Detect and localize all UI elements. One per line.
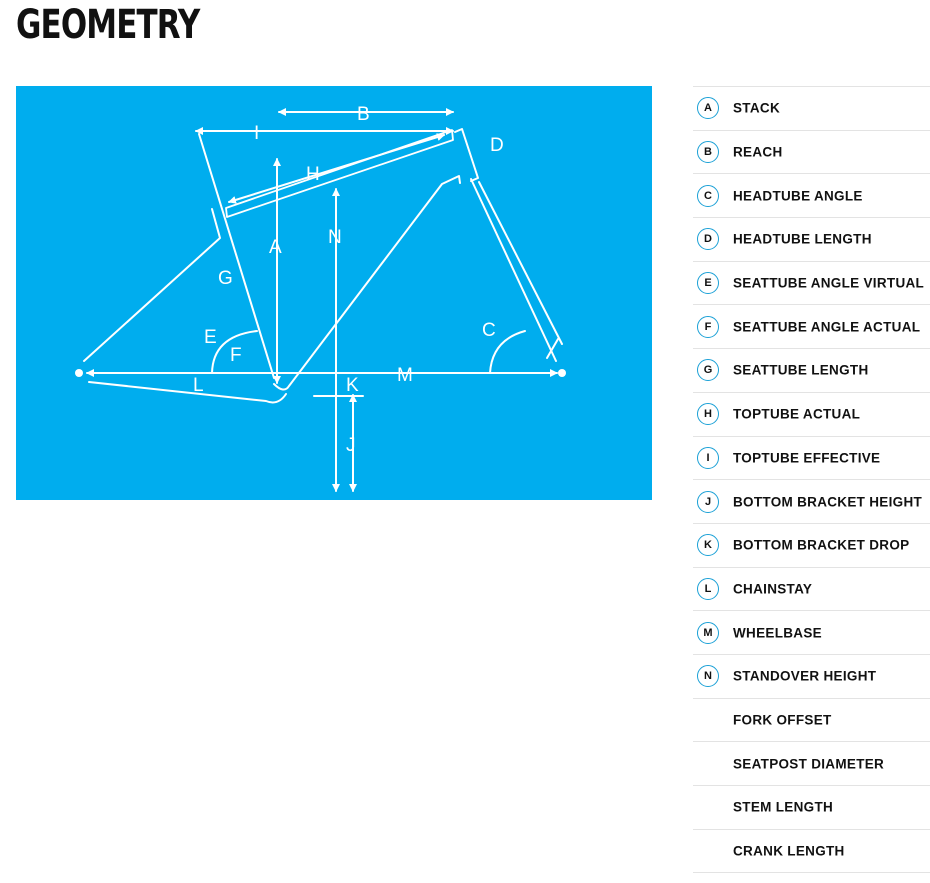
label-a: A bbox=[269, 237, 282, 258]
legend-item bbox=[693, 174, 930, 218]
legend-label: FORK OFFSET bbox=[733, 712, 832, 728]
legend-label: TOPTUBE EFFECTIVE bbox=[733, 450, 881, 466]
label-i: I bbox=[254, 123, 260, 144]
label-m: M bbox=[397, 365, 413, 386]
legend-badge: D bbox=[697, 228, 719, 250]
legend-badge: N bbox=[697, 665, 719, 687]
label-j: J bbox=[346, 435, 356, 456]
legend-label: STACK bbox=[733, 100, 780, 116]
legend-item bbox=[693, 349, 930, 393]
rear-axle-point bbox=[75, 369, 83, 377]
legend-badge: J bbox=[697, 491, 719, 513]
legend-badge: B bbox=[697, 141, 719, 163]
geometry-legend bbox=[693, 86, 930, 873]
legend-badge: K bbox=[697, 534, 719, 556]
legend-label: REACH bbox=[733, 144, 783, 160]
legend-item bbox=[693, 393, 930, 437]
legend-label: CRANK LENGTH bbox=[733, 843, 845, 859]
legend-label: SEATPOST DIAMETER bbox=[733, 756, 885, 772]
legend-item bbox=[693, 437, 930, 481]
legend-item bbox=[693, 830, 930, 874]
legend-badge: L bbox=[697, 578, 719, 600]
page-title: GEOMETRY bbox=[16, 2, 200, 48]
label-f: F bbox=[230, 345, 242, 366]
legend-item bbox=[693, 742, 930, 786]
legend-label: HEADTUBE ANGLE bbox=[733, 188, 863, 204]
legend-label: SEATTUBE LENGTH bbox=[733, 362, 869, 378]
down-tube bbox=[274, 176, 460, 390]
geometry-diagram-svg bbox=[16, 86, 652, 500]
diagram-labels bbox=[193, 104, 504, 456]
legend-badge: H bbox=[697, 403, 719, 425]
legend-item bbox=[693, 305, 930, 349]
label-g: G bbox=[218, 268, 233, 289]
legend-badge: C bbox=[697, 185, 719, 207]
legend-badge: G bbox=[697, 359, 719, 381]
legend-item bbox=[693, 699, 930, 743]
label-b: B bbox=[357, 104, 370, 125]
chain-stay bbox=[89, 382, 286, 402]
label-h: H bbox=[306, 164, 320, 185]
legend-item bbox=[693, 786, 930, 830]
legend-badge: M bbox=[697, 622, 719, 644]
legend-label: SEATTUBE ANGLE VIRTUAL bbox=[733, 275, 925, 291]
legend-label: BOTTOM BRACKET HEIGHT bbox=[733, 494, 923, 510]
legend-item bbox=[693, 655, 930, 699]
legend-label: STEM LENGTH bbox=[733, 799, 834, 815]
legend-item bbox=[693, 611, 930, 655]
label-k: K bbox=[346, 375, 359, 396]
legend-item bbox=[693, 524, 930, 568]
label-e: E bbox=[204, 327, 217, 348]
legend-label: HEADTUBE LENGTH bbox=[733, 231, 872, 247]
legend-item bbox=[693, 480, 930, 524]
legend-label: TOPTUBE ACTUAL bbox=[733, 406, 861, 422]
seat-stay bbox=[84, 209, 220, 361]
legend-label: WHEELBASE bbox=[733, 625, 822, 641]
label-n: N bbox=[328, 227, 342, 248]
legend-label: CHAINSTAY bbox=[733, 581, 813, 597]
label-l: L bbox=[193, 375, 204, 396]
label-c: C bbox=[482, 320, 496, 341]
legend-label: BOTTOM BRACKET DROP bbox=[733, 537, 910, 553]
legend-label: STANDOVER HEIGHT bbox=[733, 668, 877, 684]
legend-item bbox=[693, 218, 930, 262]
legend-item bbox=[693, 568, 930, 612]
head-tube bbox=[455, 129, 478, 181]
legend-item bbox=[693, 87, 930, 131]
legend-badge: A bbox=[697, 97, 719, 119]
legend-badge: F bbox=[697, 316, 719, 338]
front-axle-point bbox=[558, 369, 566, 377]
geometry-diagram bbox=[16, 86, 652, 500]
legend-label: SEATTUBE ANGLE ACTUAL bbox=[733, 319, 921, 335]
label-d: D bbox=[490, 135, 504, 156]
legend-item bbox=[693, 131, 930, 175]
legend-badge: I bbox=[697, 447, 719, 469]
legend-badge: E bbox=[697, 272, 719, 294]
legend-item bbox=[693, 262, 930, 306]
